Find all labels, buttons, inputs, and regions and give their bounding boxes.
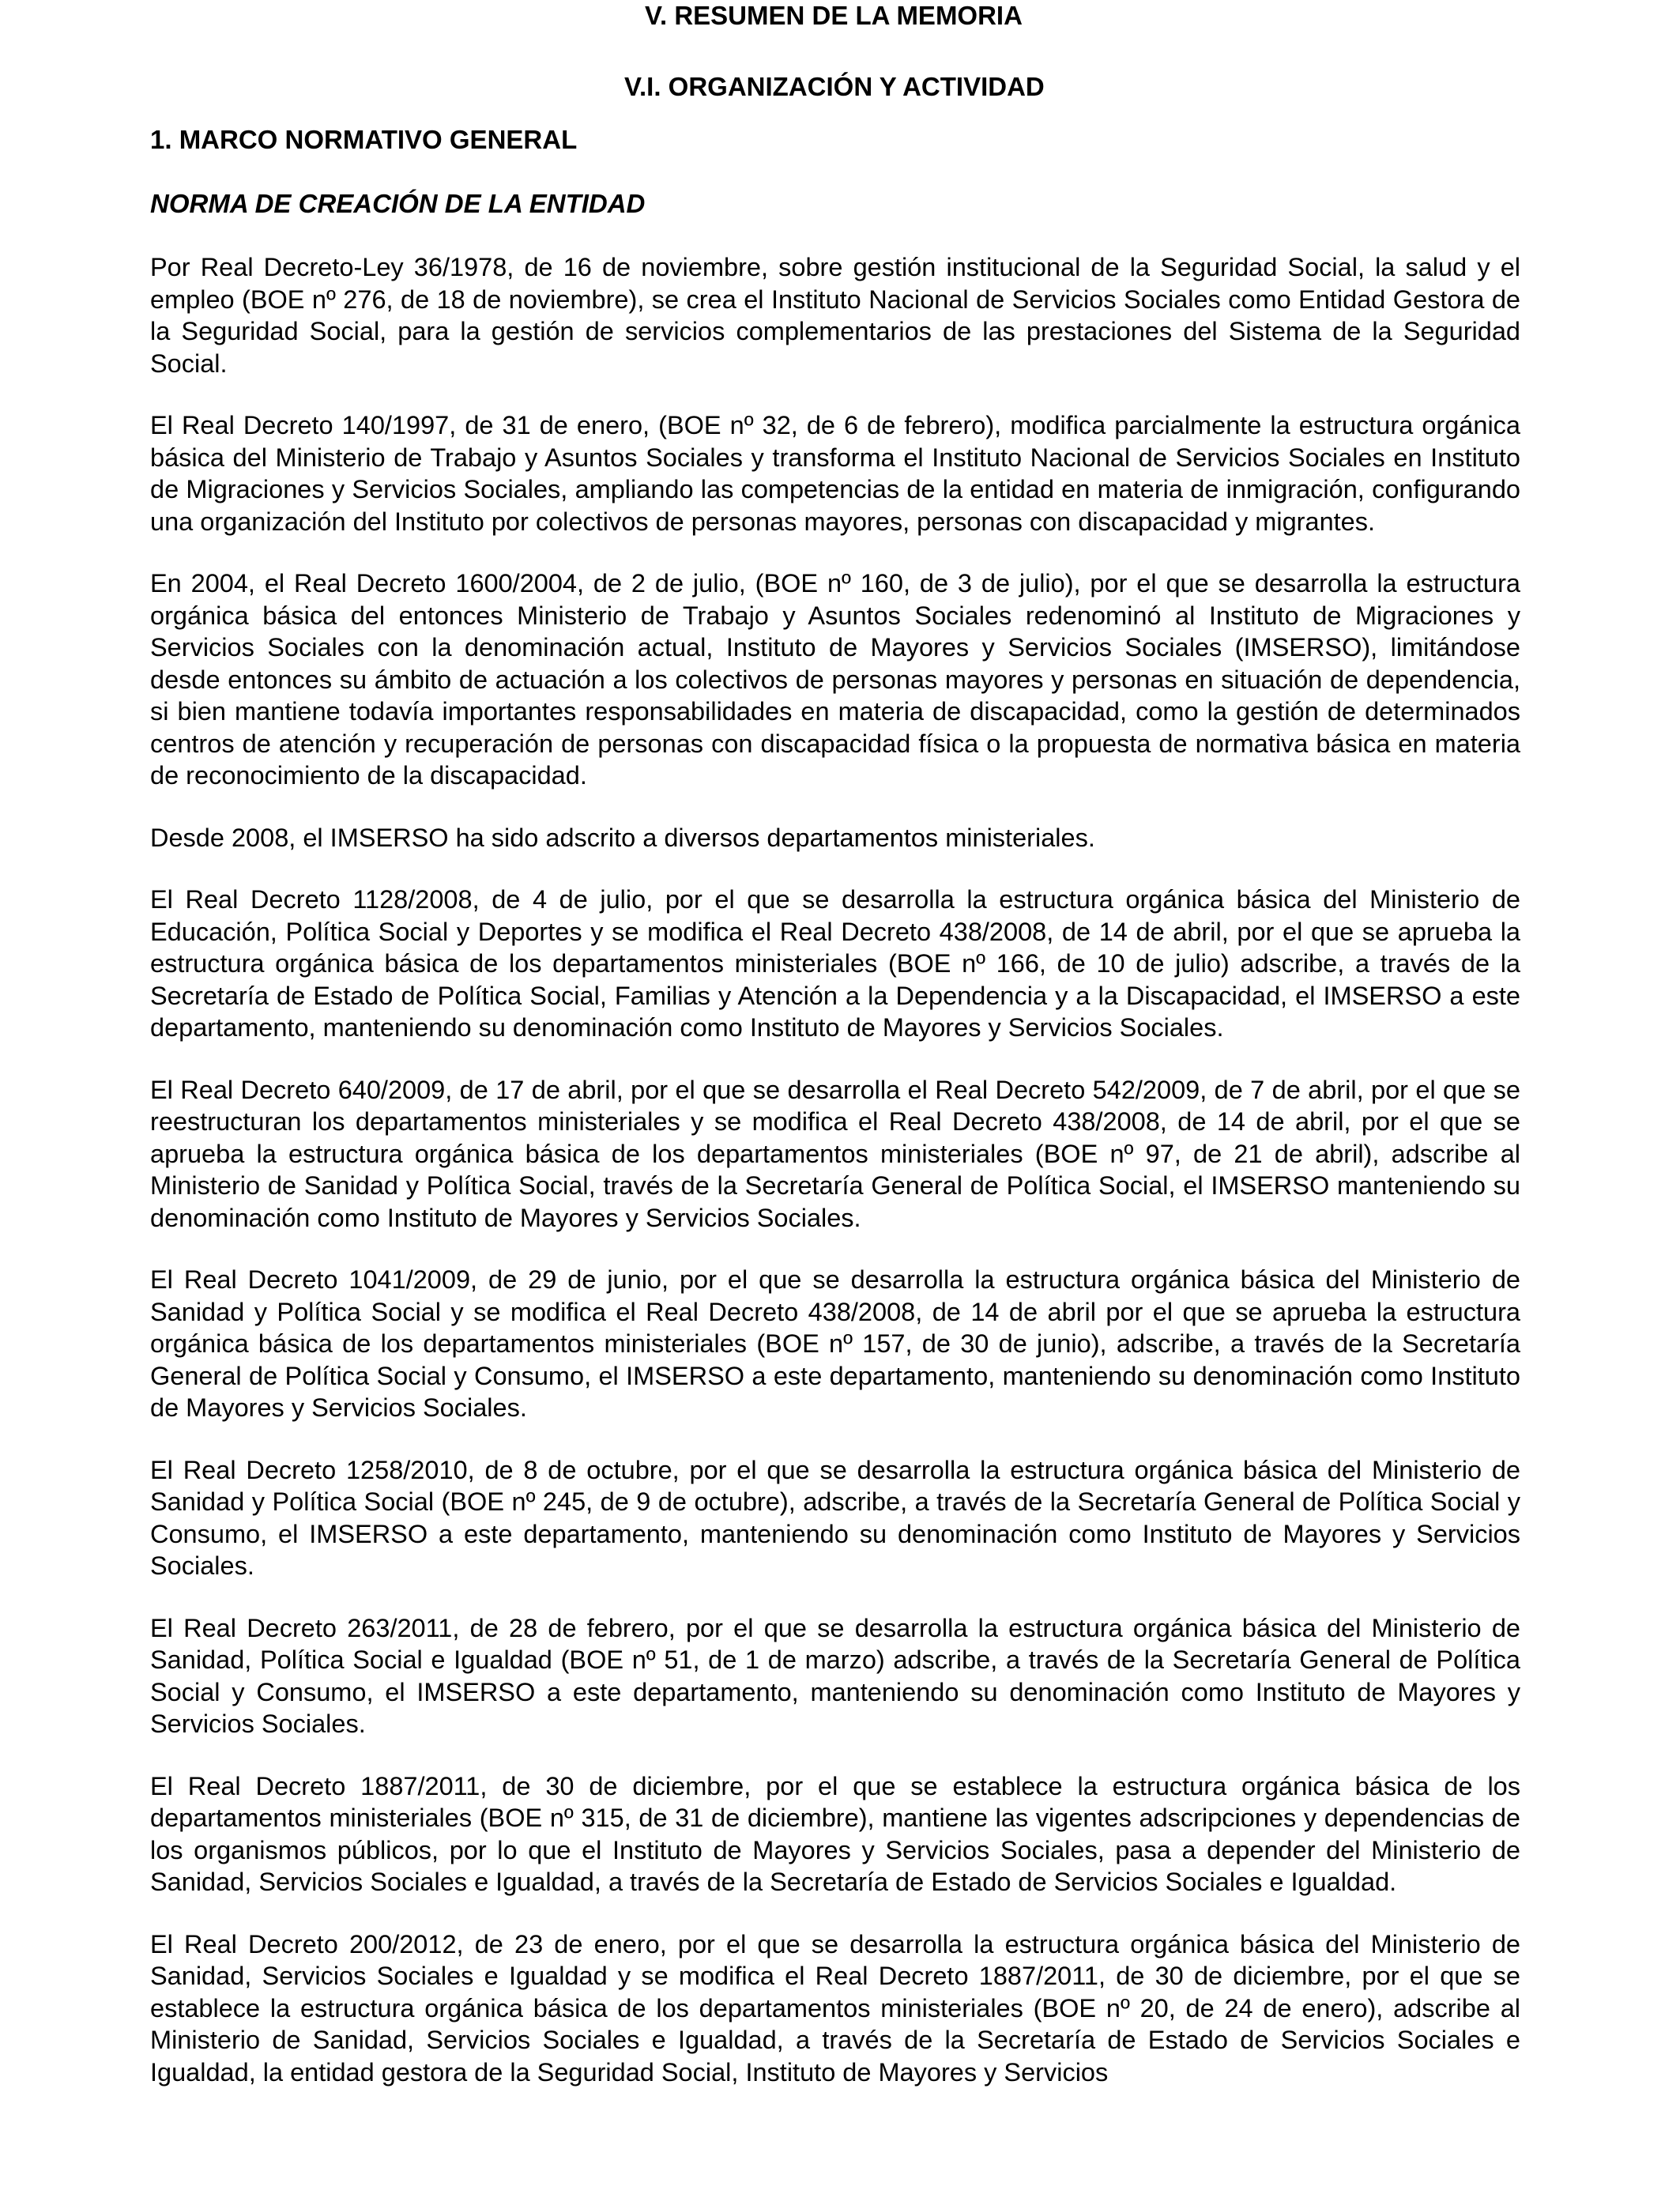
- paragraph: El Real Decreto 1041/2009, de 29 de junio, por el que se desarrolla la estructura orgánica básica del Ministerio de Sanidad y Política Social y se modifica el Real Decreto 438/2008, de 14 de abril por el que se aprueba la estructura orgánica básica de los departamentos ministeriales (BOE nº 157, de 30 de junio), adscribe, a través de la Secretaría General de Política Social y Consumo, el IMSERSO a este departamento, manteniendo su denominación como Instituto de Mayores y Servicios Sociales.: [150, 1265, 1520, 1422]
- chapter-title: 1. MARCO NORMATIVO GENERAL: [150, 125, 578, 154]
- paragraph: El Real Decreto 1887/2011, de 30 de diciembre, por el que se establece la estructura orgánica básica de los departamentos ministeriales (BOE nº 315, de 31 de diciembre), mantiene las vigentes adscripciones y dependencias de los organismos públicos, por lo que el Instituto de Mayores y Servicios Sociales, pasa a depender del Ministerio de Sanidad, Servicios Sociales e Igualdad, a través de la Secretaría de Estado de Servicios Sociales e Igualdad.: [150, 1771, 1520, 1896]
- paragraph: Por Real Decreto-Ley 36/1978, de 16 de noviembre, sobre gestión institucional de la Seguridad Social, la salud y el empleo (BOE nº 276, de 18 de noviembre), se crea el Instituto Nacional de Servicios Sociales como Entidad Gestora de la Seguridad Social, para la gestión de servicios complementarios de las prestaciones del Sistema de la Seguridad Social.: [150, 253, 1520, 378]
- paragraph: El Real Decreto 263/2011, de 28 de febrero, por el que se desarrolla la estructura orgánica básica del Ministerio de Sanidad, Política Social e Igualdad (BOE nº 51, de 1 de marzo) adscribe, a través de la Secretaría General de Política Social y Consumo, el IMSERSO a este departamento, manteniendo su denominación como Instituto de Mayores y Servicios Sociales.: [150, 1613, 1520, 1738]
- paragraph: El Real Decreto 1258/2010, de 8 de octubre, por el que se desarrolla la estructura orgánica básica del Ministerio de Sanidad y Política Social (BOE nº 245, de 9 de octubre), adscribe, a través de la Secretaría General de Política Social y Consumo, el IMSERSO a este departamento, manteniendo su denominación como Instituto de Mayores y Servicios Sociales.: [150, 1455, 1520, 1580]
- paragraph: El Real Decreto 200/2012, de 23 de enero, por el que se desarrolla la estructura orgánica básica del Ministerio de Sanidad, Servicios Sociales e Igualdad y se modifica el Real Decreto 1887/2011, de 30 de diciembre, por el que se establece la estructura orgánica básica de los departamentos ministeriales (BOE nº 20, de 24 de enero), adscribe al Ministerio de Sanidad, Servicios Sociales e Igualdad, a través de la Secretaría de Estado de Servicios Sociales e Igualdad, la entidad gestora de la Seguridad Social, Instituto de Mayores y Servicios: [150, 1929, 1520, 2087]
- paragraph: En 2004, el Real Decreto 1600/2004, de 2 de julio, (BOE nº 160, de 3 de julio), por el que se desarrolla la estructura orgánica básica del entonces Ministerio de Trabajo y Asuntos Sociales redenominó al Instituto de Migraciones y Servicios Sociales con la denominación actual, Instituto de Mayores y Servicios Sociales (IMSERSO), limitándose desde entonces su ámbito de actuación a los colectivos de personas mayores y personas en situación de dependencia, si bien mantiene todavía importantes responsabilidades en materia de discapacidad, como la gestión de determinados centros de atención y recuperación de personas con discapacidad física o la propuesta de normativa básica en materia de reconocimiento de la discapacidad.: [150, 569, 1520, 790]
- section-title: V. RESUMEN DE LA MEMORIA: [645, 1, 1023, 30]
- subsection-title: V.I. ORGANIZACIÓN Y ACTIVIDAD: [624, 72, 1045, 101]
- paragraph: El Real Decreto 640/2009, de 17 de abril, por el que se desarrolla el Real Decreto 542/2009, de 7 de abril, por el que se reestructuran los departamentos ministeriales y se modifica el Real Decreto 438/2008, de 14 de abril, por el que se aprueba la estructura orgánica básica de los departamentos ministeriales (BOE nº 97, de 21 de abril), adscribe al Ministerio de Sanidad y Política Social, través de la Secretaría General de Política Social, el IMSERSO manteniendo su denominación como Instituto de Mayores y Servicios Sociales.: [150, 1075, 1520, 1232]
- paragraph: Desde 2008, el IMSERSO ha sido adscrito a diversos departamentos ministeriales.: [150, 823, 1095, 852]
- document-body: [150, 251, 1520, 2118]
- paragraph: El Real Decreto 140/1997, de 31 de enero, (BOE nº 32, de 6 de febrero), modifica parcialmente la estructura orgánica básica del Ministerio de Trabajo y Asuntos Sociales y transforma el Instituto Nacional de Servicios Sociales en Instituto de Migraciones y Servicios Sociales, ampliando las competencias de la entidad en materia de inmigración, configurando una organización del Instituto por colectivos de personas mayores, personas con discapacidad y migrantes.: [150, 411, 1520, 536]
- chapter-subtitle: NORMA DE CREACIÓN DE LA ENTIDAD: [150, 189, 646, 218]
- paragraph: El Real Decreto 1128/2008, de 4 de julio, por el que se desarrolla la estructura orgánica básica del Ministerio de Educación, Política Social y Deportes y se modifica el Real Decreto 438/2008, de 14 de abril, por el que se aprueba la estructura orgánica básica de los departamentos ministeriales (BOE nº 166, de 10 de julio) adscribe, a través de la Secretaría de Estado de Política Social, Familias y Atención a la Dependencia y a la Discapacidad, el IMSERSO a este departamento, manteniendo su denominación como Instituto de Mayores y Servicios Sociales.: [150, 885, 1520, 1042]
